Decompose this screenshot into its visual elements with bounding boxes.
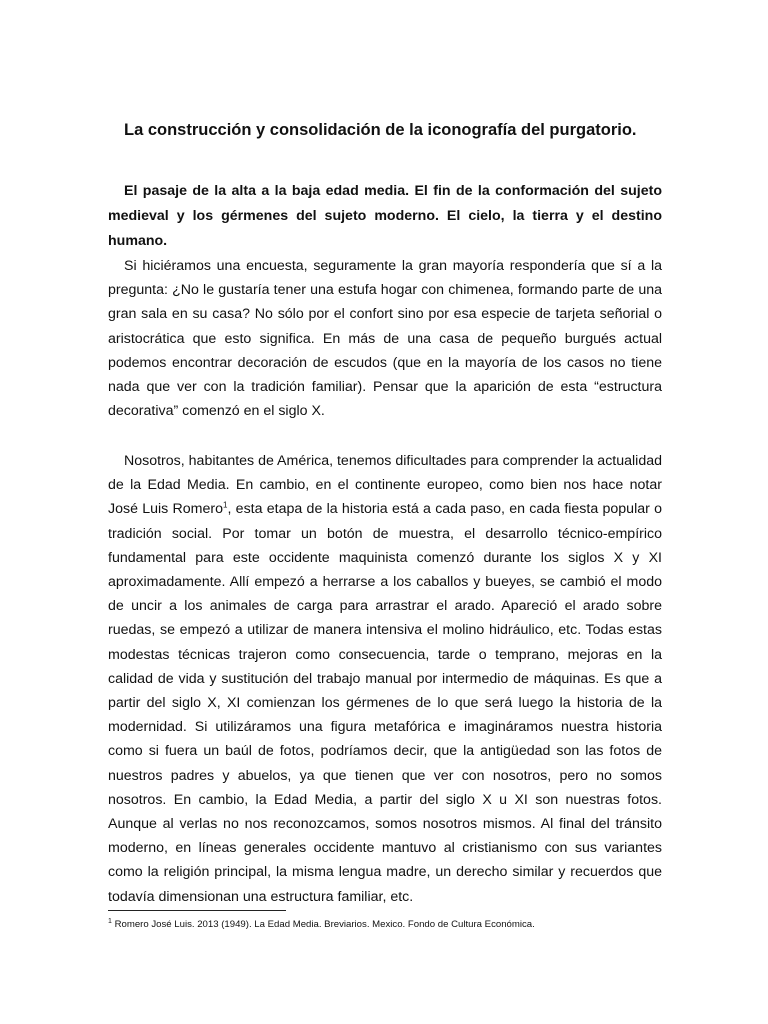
paragraph-2-part-2: , esta etapa de la historia está a cada paso, en cada fiesta popular o tradición social. Por tomar un botón de muestra, el desarrollo técnico-empírico fundamental para este occidente maquinista comenzó durante los siglos X y XI aproximadamente. Allí empezó a herrarse a los caballos y bueyes, se cambió el modo de uncir a los animales de carga para arrastrar el arado. Apareció el arado sobre ruedas, se empezó a utilizar de manera intensiva el molino hidráulico, etc. Todas estas modestas técnicas trajeron como consecuencia, tarde o temprano, mejoras en la calidad de vida y sustitución del trabajo manual por intermedio de máquinas. Es que a partir del siglo X, XI comienzan los gérmenes de lo que será luego la historia de la modernidad. Si utilizáramos una figura metafórica e imagináramos nuestra historia como si fuera un baúl de fotos, podríamos decir, que la antigüedad son las fotos de nuestros padres y abuelos, ya que tienen que ver con nosotros, pero no somos nosotros. En cambio, la Edad Media, a partir del siglo X u XI son nuestras fotos. Aunque al verlas no nos reconozcamos, somos nosotros mismos. Al final del tránsito moderno, en líneas generales occidente mantuvo al cristianismo con sus variantes como la religión principal, la misma lengua madre, un derecho similar y recuerdos que todavía dimensionan una estructura familiar, etc. (108, 501, 663, 905)
document-page (108, 0, 662, 1024)
footnote (108, 918, 662, 931)
document-subtitle: El pasaje de la alta a la baja edad media. El fin de la conformación del sujeto medieval y los gérmenes del sujeto moderno. El cielo, la tierra y el destino humano. (108, 183, 662, 249)
paragraph-2-part-1: Nosotros, habitantes de América, tenemos dificultades para comprender la actualidad de la Edad Media. En cambio, en el continente europeo, como bien nos hace notar José Luis Romero (108, 453, 662, 518)
footnote-number: 1 (108, 917, 112, 925)
footnote-reference[interactable]: 1 (223, 500, 228, 510)
document-title: La construcción y consolidación de la iconografía del purgatorio. (124, 121, 637, 139)
footnote-separator (108, 910, 286, 911)
paragraph-2 (108, 449, 662, 909)
footnote-text: Romero José Luis. 2013 (1949). La Edad Media. Breviarios. Mexico. Fondo de Cultura Económica. (114, 919, 535, 930)
paragraph-1: Si hiciéramos una encuesta, seguramente la gran mayoría respondería que sí a la pregunta: ¿No le gustaría tener una estufa hogar con chimenea, formando parte de una gran sala en su casa? No sólo por el confort sino por esa especie de tarjeta señorial o aristocrática que esto significa. En más de una casa de pequeño burgués actual podemos encontrar decoración de escudos (que en la mayoría de los casos no tiene nada que ver con la tradición familiar). Pensar que la aparición de esta “estructura decorativa” comenzó en el siglo X. (108, 258, 662, 420)
